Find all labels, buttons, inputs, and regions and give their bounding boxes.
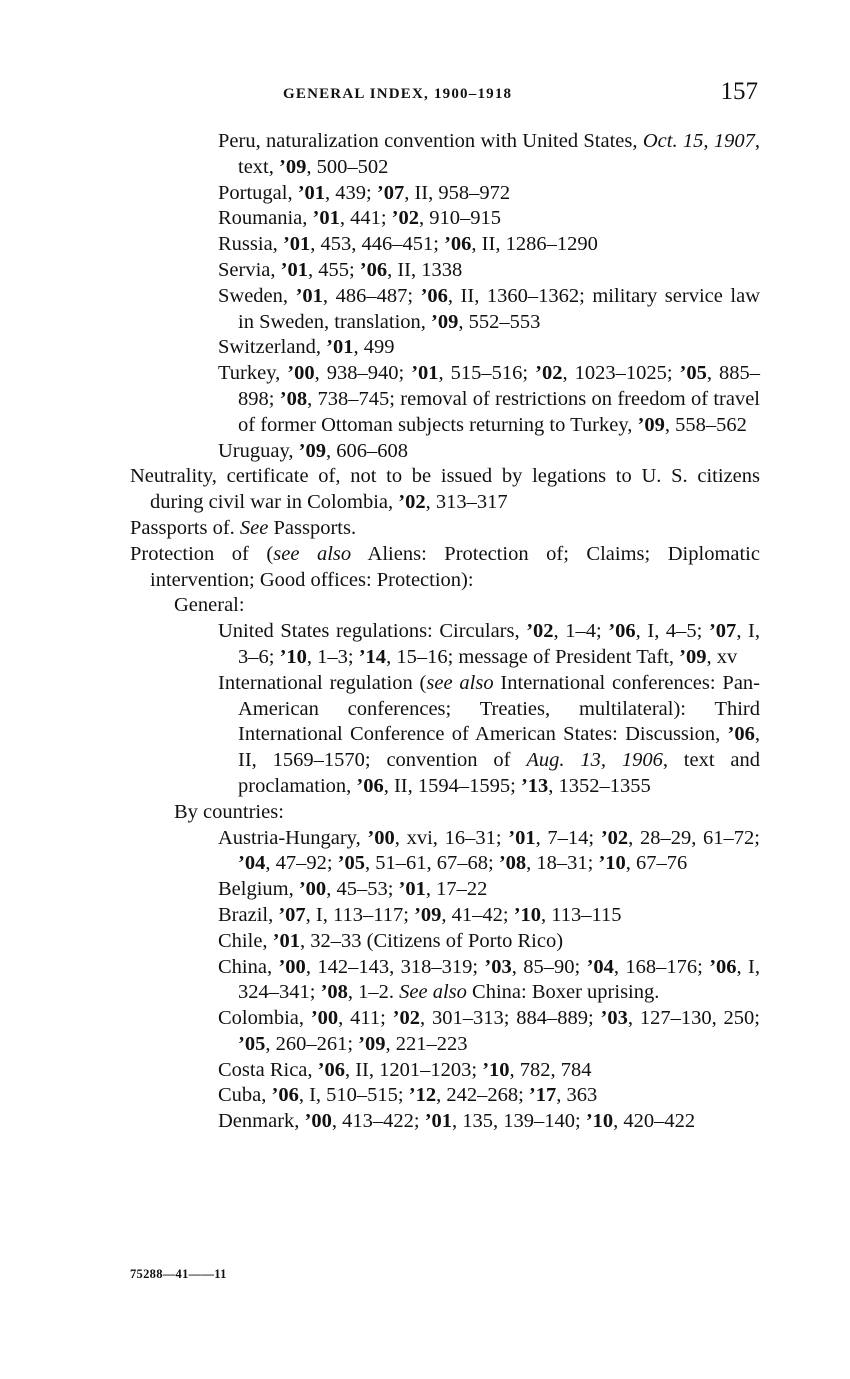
volume-year: ’01 bbox=[424, 1110, 453, 1133]
entry-text: , 782, 784 bbox=[509, 1058, 592, 1081]
entry-text: , 515–516; bbox=[438, 362, 536, 385]
volume-year: ’10 bbox=[279, 645, 307, 668]
entry-text: China, bbox=[218, 955, 279, 978]
entry-text: , 85–90; bbox=[511, 955, 587, 978]
index-entry bbox=[130, 1006, 760, 1058]
entry-text: Denmark, bbox=[218, 1110, 305, 1133]
entry-text: Austria-Hungary, bbox=[218, 826, 368, 849]
volume-year: ’02 bbox=[526, 620, 554, 643]
entry-text: , 1023–1025; bbox=[562, 362, 680, 385]
entry-text: , 1–2. bbox=[347, 981, 400, 1004]
volume-year: ’10 bbox=[513, 903, 542, 926]
entry-text: , 51–61, 67–68; bbox=[364, 852, 499, 875]
volume-year: ’17 bbox=[528, 1084, 557, 1107]
entry-text: Colombia, bbox=[218, 1007, 311, 1030]
entry-text: , 453, 446–451; bbox=[310, 233, 445, 256]
volume-year: ’00 bbox=[310, 1007, 339, 1030]
entry-text: , 260–261; bbox=[265, 1032, 359, 1055]
entry-text: Peru, naturalization convention with United States, bbox=[218, 130, 643, 152]
entry-text: , 938–940; bbox=[314, 362, 412, 385]
entry-text: , 15–16; message of President Taft, bbox=[386, 645, 680, 668]
entry-text: , text, bbox=[238, 130, 760, 178]
volume-year: ’14 bbox=[358, 645, 387, 668]
entry-text: , II, 1360–1362; military service law in Sweden, translation, bbox=[238, 284, 760, 333]
page-header bbox=[0, 78, 850, 112]
entry-text: , II, 1569–1570; convention of bbox=[238, 723, 760, 772]
index-entry bbox=[130, 955, 760, 1007]
index-entry bbox=[130, 542, 760, 594]
volume-year: ’04 bbox=[586, 955, 614, 978]
volume-year: ’07 bbox=[708, 620, 737, 643]
volume-year: ’01 bbox=[411, 362, 439, 385]
entry-text: , II, 1338 bbox=[387, 258, 463, 281]
entry-text: , 127–130, 250; bbox=[627, 1007, 760, 1030]
entry-text: , 1352–1355 bbox=[548, 774, 651, 797]
entry-text: Russia, bbox=[218, 233, 283, 256]
volume-year: ’05 bbox=[679, 362, 707, 385]
index-entry bbox=[130, 258, 760, 284]
entry-text: Sweden, bbox=[218, 284, 296, 307]
entry-text: United States regulations: Circulars, bbox=[218, 620, 527, 643]
volume-year: ’07 bbox=[278, 903, 306, 926]
entry-text: , 135, 139–140; bbox=[452, 1110, 586, 1133]
entry-text: , 32–33 (Citizens of Porto Rico) bbox=[300, 929, 564, 952]
index-entry bbox=[130, 206, 760, 232]
volume-year: ’13 bbox=[520, 774, 549, 797]
entry-text: , I, 3–6; bbox=[238, 620, 760, 668]
entry-text: Portugal, bbox=[218, 181, 298, 204]
volume-year: ’02 bbox=[392, 1007, 420, 1030]
entry-text: Brazil, bbox=[218, 903, 279, 926]
entry-text: , text and proclamation, bbox=[238, 749, 761, 797]
entry-text: , 455; bbox=[307, 258, 360, 281]
entry-text: , 142–143, 318–319; bbox=[305, 955, 485, 978]
volume-year: ’09 bbox=[279, 155, 307, 178]
volume-year: ’01 bbox=[312, 207, 340, 230]
volume-year: ’06 bbox=[271, 1084, 299, 1107]
index-entry bbox=[130, 439, 760, 465]
entry-text: Aliens: Protection of; Claims; Diplomatic intervention; Good offices: Protection): bbox=[150, 542, 760, 591]
volume-year: ’00 bbox=[287, 362, 315, 385]
entry-text: , I, 324–341; bbox=[238, 955, 761, 1004]
index-entry bbox=[130, 129, 760, 181]
volume-year: ’09 bbox=[298, 439, 326, 462]
entry-text: , 18–31; bbox=[526, 852, 599, 875]
index-entry bbox=[130, 284, 760, 336]
italic-text: Oct. 15, 1907 bbox=[642, 130, 755, 152]
entry-text: , 313–317 bbox=[425, 491, 508, 514]
volume-year: ’09 bbox=[358, 1032, 386, 1055]
entry-text: , 7–14; bbox=[535, 826, 601, 849]
index-entries bbox=[130, 129, 760, 1135]
italic-text: see also bbox=[426, 671, 494, 694]
entry-text: , 17–22 bbox=[425, 878, 488, 901]
entry-text: China: Boxer uprising. bbox=[466, 981, 660, 1004]
entry-text: , 28–29, 61–72; bbox=[628, 826, 760, 849]
entry-text: , 738–745; removal of restrictions on freedom of travel of former Ottoman subjects returning to Turkey, bbox=[238, 387, 760, 436]
running-title: GENERAL INDEX, 1900–1918 bbox=[283, 86, 513, 102]
index-entry bbox=[130, 619, 760, 671]
entry-text: Protection of ( bbox=[130, 542, 274, 565]
entry-text: , 486–487; bbox=[322, 284, 421, 307]
entry-text: , 910–915 bbox=[419, 207, 501, 230]
entry-text: International regulation ( bbox=[218, 671, 427, 694]
volume-year: ’01 bbox=[272, 929, 300, 952]
italic-text: Aug. 13, 1906 bbox=[526, 749, 663, 772]
entry-text: Costa Rica, bbox=[218, 1058, 318, 1081]
volume-year: ’06 bbox=[727, 723, 755, 746]
entry-text: , 413–422; bbox=[331, 1110, 425, 1133]
index-entry bbox=[130, 671, 760, 800]
volume-year: ’10 bbox=[585, 1110, 614, 1133]
entry-text: International conferences: Pan-American conferences; Treaties, multilateral): Third International Conference of American States: Discussion, bbox=[238, 671, 760, 746]
volume-year: ’06 bbox=[608, 620, 636, 643]
entry-text: , 363 bbox=[556, 1084, 598, 1107]
volume-year: ’01 bbox=[295, 284, 323, 307]
printer-signature: 75288—41——11 bbox=[130, 1267, 227, 1281]
entry-text: , 242–268; bbox=[436, 1084, 529, 1107]
volume-year: ’06 bbox=[709, 955, 737, 978]
index-entry bbox=[130, 232, 760, 258]
entry-text: , I, 113–117; bbox=[305, 903, 415, 926]
volume-year: ’00 bbox=[298, 878, 327, 901]
volume-year: ’09 bbox=[637, 413, 665, 436]
entry-text: , 67–76 bbox=[625, 852, 688, 875]
volume-year: ’06 bbox=[359, 258, 388, 281]
entry-text: , 441; bbox=[339, 207, 392, 230]
entry-text: , 606–608 bbox=[325, 439, 408, 462]
volume-year: ’01 bbox=[297, 181, 326, 204]
entry-text: Chile, bbox=[218, 929, 273, 952]
entry-text: , xv bbox=[706, 645, 738, 668]
entry-text: , 45–53; bbox=[326, 878, 399, 901]
volume-year: ’06 bbox=[356, 774, 384, 797]
entry-text: , xvi, 16–31; bbox=[394, 826, 509, 849]
volume-year: ’05 bbox=[238, 1032, 266, 1055]
entry-text: , 301–313; 884–889; bbox=[419, 1007, 601, 1030]
entry-text: , 113–115 bbox=[541, 903, 622, 926]
entry-text: , II, 1594–1595; bbox=[383, 774, 521, 797]
entry-text: Passports. bbox=[268, 516, 357, 539]
entry-text: , I, 510–515; bbox=[298, 1084, 409, 1107]
volume-year: ’08 bbox=[320, 981, 348, 1004]
entry-text: , II, 1201–1203; bbox=[344, 1058, 483, 1081]
entry-text: Belgium, bbox=[218, 878, 299, 901]
entry-text: , 1–4; bbox=[553, 620, 609, 643]
entry-text: Roumania, bbox=[218, 207, 313, 230]
entry-text: , II, 1286–1290 bbox=[471, 233, 598, 256]
index-entry bbox=[130, 1058, 760, 1084]
entry-text: , 552–553 bbox=[458, 310, 541, 333]
volume-year: ’02 bbox=[600, 826, 629, 849]
volume-year: ’02 bbox=[535, 362, 563, 385]
italic-text: See bbox=[239, 516, 269, 539]
entry-text: , 500–502 bbox=[306, 155, 389, 178]
index-entry bbox=[130, 516, 760, 542]
index-entry bbox=[130, 181, 760, 207]
entry-text: , 439; bbox=[325, 181, 377, 204]
italic-text: See also bbox=[399, 981, 467, 1004]
index-entry bbox=[130, 826, 760, 878]
volume-year: ’03 bbox=[484, 955, 512, 978]
volume-year: ’08 bbox=[279, 387, 308, 410]
volume-year: ’01 bbox=[326, 336, 354, 359]
volume-year: ’06 bbox=[420, 284, 448, 307]
volume-year: ’00 bbox=[278, 955, 306, 978]
volume-year: ’09 bbox=[431, 310, 459, 333]
entry-text: , 221–223 bbox=[385, 1032, 468, 1055]
entry-text: , 168–176; bbox=[613, 955, 710, 978]
entry-text: By countries: bbox=[174, 800, 284, 823]
volume-year: ’02 bbox=[398, 491, 426, 514]
volume-year: ’09 bbox=[414, 903, 442, 926]
italic-text: see also bbox=[273, 542, 352, 565]
volume-year: ’02 bbox=[391, 207, 419, 230]
entry-text: Turkey, bbox=[218, 362, 288, 385]
index-entry bbox=[130, 1083, 760, 1109]
entry-text: , 420–422 bbox=[613, 1110, 696, 1133]
index-entry bbox=[130, 877, 760, 903]
entry-text: , I, 4–5; bbox=[635, 620, 709, 643]
entry-text: Switzerland, bbox=[218, 336, 327, 359]
index-entry bbox=[130, 335, 760, 361]
volume-year: ’10 bbox=[482, 1058, 510, 1081]
volume-year: ’00 bbox=[304, 1110, 332, 1133]
entry-text: , 47–92; bbox=[265, 852, 338, 875]
index-entry bbox=[130, 361, 760, 438]
index-entry bbox=[174, 800, 760, 826]
volume-year: ’01 bbox=[282, 233, 311, 256]
volume-year: ’01 bbox=[398, 878, 426, 901]
entry-text: , 499 bbox=[353, 336, 395, 359]
volume-year: ’01 bbox=[508, 826, 536, 849]
entry-text: , 558–562 bbox=[664, 413, 747, 436]
volume-year: ’06 bbox=[317, 1058, 345, 1081]
volume-year: ’03 bbox=[600, 1007, 628, 1030]
entry-text: , II, 958–972 bbox=[404, 181, 511, 204]
index-entry bbox=[174, 593, 760, 619]
volume-year: ’12 bbox=[408, 1084, 437, 1107]
entry-text: , 41–42; bbox=[441, 903, 514, 926]
entry-text: , 885–898; bbox=[238, 362, 761, 410]
entry-text: Neutrality, certificate of, not to be issued by legations to U. S. citizens during civil war in Colombia, bbox=[130, 465, 760, 514]
entry-text: Passports of. bbox=[130, 516, 240, 539]
volume-year: ’01 bbox=[280, 258, 308, 281]
entry-text: , 1–3; bbox=[306, 645, 359, 668]
entry-text: Servia, bbox=[218, 258, 281, 281]
volume-year: ’07 bbox=[376, 181, 405, 204]
volume-year: ’04 bbox=[238, 852, 266, 875]
index-entry bbox=[130, 464, 760, 516]
entry-text: Uruguay, bbox=[218, 439, 299, 462]
volume-year: ’09 bbox=[679, 645, 707, 668]
volume-year: ’00 bbox=[367, 826, 395, 849]
index-entry bbox=[130, 1109, 760, 1135]
volume-year: ’08 bbox=[498, 852, 527, 875]
volume-year: ’06 bbox=[444, 233, 472, 256]
index-entry bbox=[130, 903, 760, 929]
volume-year: ’10 bbox=[598, 852, 626, 875]
volume-year: ’05 bbox=[337, 852, 365, 875]
page-number: 157 bbox=[720, 78, 758, 105]
entry-text: General: bbox=[174, 594, 245, 617]
entry-text: Cuba, bbox=[218, 1084, 272, 1107]
entry-text: , 411; bbox=[338, 1007, 393, 1030]
index-entry bbox=[130, 929, 760, 955]
